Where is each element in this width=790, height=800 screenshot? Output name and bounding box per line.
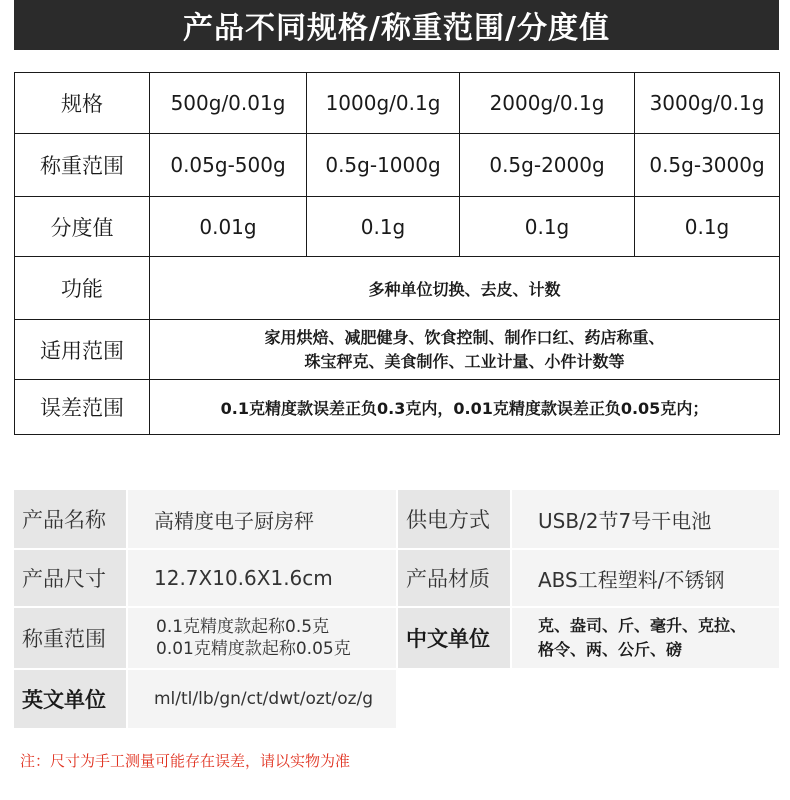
usage-line: 珠宝秤克、美食制作、工业计量、小件计数等 (304, 351, 625, 371)
division-cell: 0.1g (635, 197, 780, 257)
division-cell: 0.1g (307, 197, 460, 257)
usage-value (150, 320, 780, 380)
range-cell: 0.5g-1000g (307, 134, 460, 197)
size-label: 产品尺寸 (14, 550, 126, 606)
table-row-error (15, 380, 780, 435)
range-cell: 0.5g-3000g (635, 134, 780, 197)
cn-unit-label: 中文单位 (398, 608, 510, 668)
spec-cell: 500g/0.01g (150, 73, 307, 134)
range-cell: 0.05g-500g (150, 134, 307, 197)
row-label-range: 称重范围 (15, 134, 150, 197)
en-unit-value: ml/tl/lb/gn/ct/dwt/ozt/oz/g (128, 670, 396, 728)
spec-table (14, 72, 780, 435)
spec-cell: 1000g/0.1g (307, 73, 460, 134)
range-line: 0.01克精度款起称0.05克 (156, 639, 351, 659)
table-row-function (15, 257, 780, 320)
weighing-range-label: 称重范围 (14, 608, 126, 668)
material-label: 产品材质 (398, 550, 510, 606)
table-row-range (15, 134, 780, 197)
power-value: USB/2节7号干电池 (512, 490, 779, 548)
table-row-division (15, 197, 780, 257)
usage-line: 家用烘焙、减肥健身、饮食控制、制作口红、药店称重、 (264, 327, 665, 347)
table-row-spec (15, 73, 780, 134)
row-label-error: 误差范围 (15, 380, 150, 435)
measurement-note: 注：尺寸为手工测量可能存在误差，请以实物为准 (20, 752, 351, 770)
error-value: 0.1克精度款误差正负0.3克内，0.01克精度款误差正负0.05克内； (150, 380, 780, 435)
spec-cell: 3000g/0.1g (635, 73, 780, 134)
table-row-usage (15, 320, 780, 380)
power-label: 供电方式 (398, 490, 510, 548)
row-label-spec: 规格 (15, 73, 150, 134)
division-cell: 0.1g (460, 197, 635, 257)
cn-unit-value (512, 608, 779, 668)
en-unit-label: 英文单位 (14, 670, 126, 728)
row-label-division: 分度值 (15, 197, 150, 257)
cn-unit-line: 克、盎司、斤、毫升、克拉、 (538, 616, 747, 635)
row-label-function: 功能 (15, 257, 150, 320)
material-value: ABS工程塑料/不锈钢 (512, 550, 779, 606)
weighing-range-value (128, 608, 396, 668)
name-label: 产品名称 (14, 490, 126, 548)
range-line: 0.1克精度款起称0.5克 (156, 617, 330, 637)
cn-unit-line: 格令、两、公斤、磅 (538, 640, 683, 659)
page-title: 产品不同规格/称重范围/分度值 (14, 0, 779, 50)
row-label-usage: 适用范围 (15, 320, 150, 380)
range-cell: 0.5g-2000g (460, 134, 635, 197)
function-value: 多种单位切换、去皮、计数 (150, 257, 780, 320)
name-value: 高精度电子厨房秤 (128, 490, 396, 548)
size-value: 12.7X10.6X1.6cm (128, 550, 396, 606)
spec-cell: 2000g/0.1g (460, 73, 635, 134)
division-cell: 0.01g (150, 197, 307, 257)
